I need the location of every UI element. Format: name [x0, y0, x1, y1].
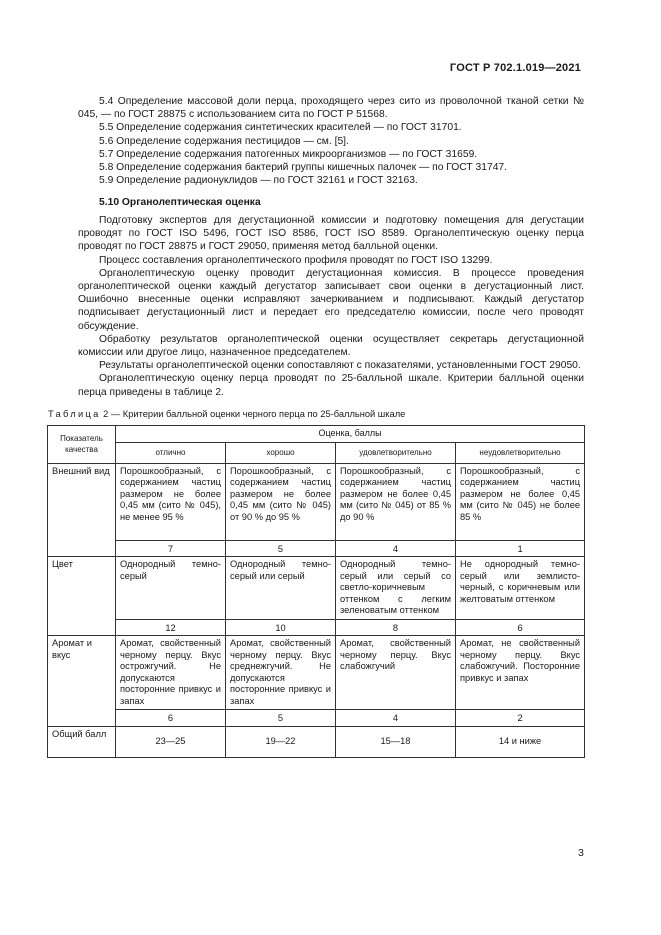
- score-cell: 6: [456, 619, 585, 636]
- score-cell: 10: [226, 619, 336, 636]
- total-row: [48, 726, 585, 757]
- score-cell: 4: [336, 540, 456, 557]
- score-cell: 4: [336, 710, 456, 727]
- score-row: [48, 540, 585, 557]
- organoleptic-section: [78, 196, 584, 209]
- paragraph-profile: Процесс составления органолептического профиля проводят по ГОСТ ISO 13299.: [99, 254, 493, 266]
- row-name-total: Общий балл: [48, 726, 116, 757]
- score-row: [48, 710, 585, 727]
- document-code: ГОСТ Р 702.1.019—2021: [449, 62, 581, 74]
- table-cell: Аромат, не свойственный черному перцу. Вкус слабожгучий. Посторонние привкус и запах: [456, 636, 585, 710]
- score-cell: 5: [226, 540, 336, 557]
- paragraph-results: Результаты органолептической оценки сопоставляют с показателями, установленными ГОСТ 29050.: [99, 360, 581, 372]
- grade-excellent: отлично: [116, 442, 226, 463]
- table-cell: Аромат, свойственный черному перцу. Вкус слабожгучий: [336, 636, 456, 710]
- total-cell: 14 и ниже: [456, 726, 585, 757]
- total-cell: 19—22: [226, 726, 336, 757]
- page-number: 3: [578, 847, 584, 859]
- grade-unsatisfactory: неудовлетворительно: [456, 442, 585, 463]
- table-row: [48, 557, 585, 620]
- table-caption-text: 2 — Критерии балльной оценки черного перца по 25-балльной шкале: [103, 409, 406, 419]
- row-name-aroma-taste: Аромат и вкус: [48, 636, 116, 727]
- score-cell: 12: [116, 619, 226, 636]
- paragraph-commission: Органолептическую оценку проводит дегустационная комиссия. В процессе проведения органолептической оценки каждый дегустатор записывает свои оценки в дегустационный лист. Ошибочно внесенные оценки исправляют зачеркиванием и подписывают. Каждый дегустатор подписывает дегустационный лист и передает его председателю комиссии, после чего проводят обсуждение.: [78, 267, 584, 332]
- score-cell: 2: [456, 710, 585, 727]
- paragraph-5-9: 5.9 Определение радионуклидов — по ГОСТ 32161 и ГОСТ 32163.: [99, 175, 418, 187]
- table-cell: Порошкообразный, с содержанием частиц размером не более 0,45 мм (сито № 045) от 90 % до 95 %: [226, 463, 336, 540]
- table-header-row: [48, 426, 585, 443]
- section-heading: 5.10 Органолептическая оценка: [99, 197, 261, 208]
- grade-satisfactory: удовлетворительно: [336, 442, 456, 463]
- table-cell: Однородный темно-серый: [116, 557, 226, 620]
- score-row: [48, 619, 585, 636]
- table-caption: [48, 409, 405, 419]
- total-cell: 15—18: [336, 726, 456, 757]
- organoleptic-text: [78, 214, 584, 399]
- score-cell: 5: [226, 710, 336, 727]
- table-caption-label: Таблица: [48, 409, 101, 419]
- table-cell: Порошкообразный, с содержанием частиц размером не более 0,45 мм (сито № 045) не более 85 %: [456, 463, 585, 540]
- criteria-table: [47, 425, 585, 758]
- table-cell: Однородный темно-серый или серый: [226, 557, 336, 620]
- paragraph-5-5: 5.5 Определение содержания синтетических красителей — по ГОСТ 31701.: [99, 122, 462, 134]
- paragraph-processing: Обработку результатов органолептической оценки осуществляет секретарь дегустационной комиссии или другое лицо, назначенное председателем.: [78, 333, 584, 359]
- paragraph-experts: Подготовку экспертов для дегустационной комиссии и подготовку помещения для дегустации проводят по ГОСТ ISO 5496, ГОСТ ISO 8586, ГОСТ ISO 8589. Органолептическую оценку перца проводят по ГОСТ 28875 и ГОСТ 29050, применяя метод балльной оценки.: [78, 215, 584, 253]
- indicator-header: Показатель качества: [48, 426, 116, 464]
- paragraph-5-7: 5.7 Определение содержания патогенных микроорганизмов — по ГОСТ 31659.: [99, 148, 478, 160]
- table-cell: Порошкообразный, с содержанием частиц размером не более 0,45 мм (сито № 045), не менее 95 %: [116, 463, 226, 540]
- paragraph-5-6: 5.6 Определение содержания пестицидов — см. [5].: [99, 135, 349, 147]
- paragraph-5-8: 5.8 Определение содержания бактерий группы кишечных палочек — по ГОСТ 31747.: [99, 162, 508, 174]
- row-name-appearance: Внешний вид: [48, 463, 116, 557]
- table-cell: Порошкообразный, с содержанием частиц размером не более 0,45 мм (сито № 045) от 85 % до 90 %: [336, 463, 456, 540]
- score-header: Оценка, баллы: [116, 426, 585, 443]
- table-cell: Аромат, свойственный черному перцу. Вкус среднежгучий. Не допускаются посторонние привкус и запах: [226, 636, 336, 710]
- score-cell: 7: [116, 540, 226, 557]
- row-name-color: Цвет: [48, 557, 116, 636]
- grade-header-row: [48, 442, 585, 463]
- table-cell: Аромат, свойственный черному перцу. Вкус острожгучий. Не допускаются посторонние привкус и запах: [116, 636, 226, 710]
- paragraph-5-4: 5.4 Определение массовой доли перца, проходящего через сито из проволочной тканой сетки № 045, — по ГОСТ 28875 с использованием сита по ГОСТ Р 51568.: [78, 96, 584, 121]
- total-cell: 23—25: [116, 726, 226, 757]
- table-row: [48, 636, 585, 710]
- score-cell: 6: [116, 710, 226, 727]
- paragraph-scale: Органолептическую оценку перца проводят по 25-балльной шкале. Критерии балльной оценки перца приведены в таблице 2.: [78, 373, 584, 398]
- score-cell: 8: [336, 619, 456, 636]
- grade-good: хорошо: [226, 442, 336, 463]
- table-row: [48, 463, 585, 540]
- methods-list: [78, 95, 584, 187]
- table-cell: Однородный темно-серый или серый со светло-коричневым оттенком с легким зеленоватым оттенком: [336, 557, 456, 620]
- table-cell: Не однородный темно-серый или землисто-черный, с коричневым или желтоватым оттенком: [456, 557, 585, 620]
- score-cell: 1: [456, 540, 585, 557]
